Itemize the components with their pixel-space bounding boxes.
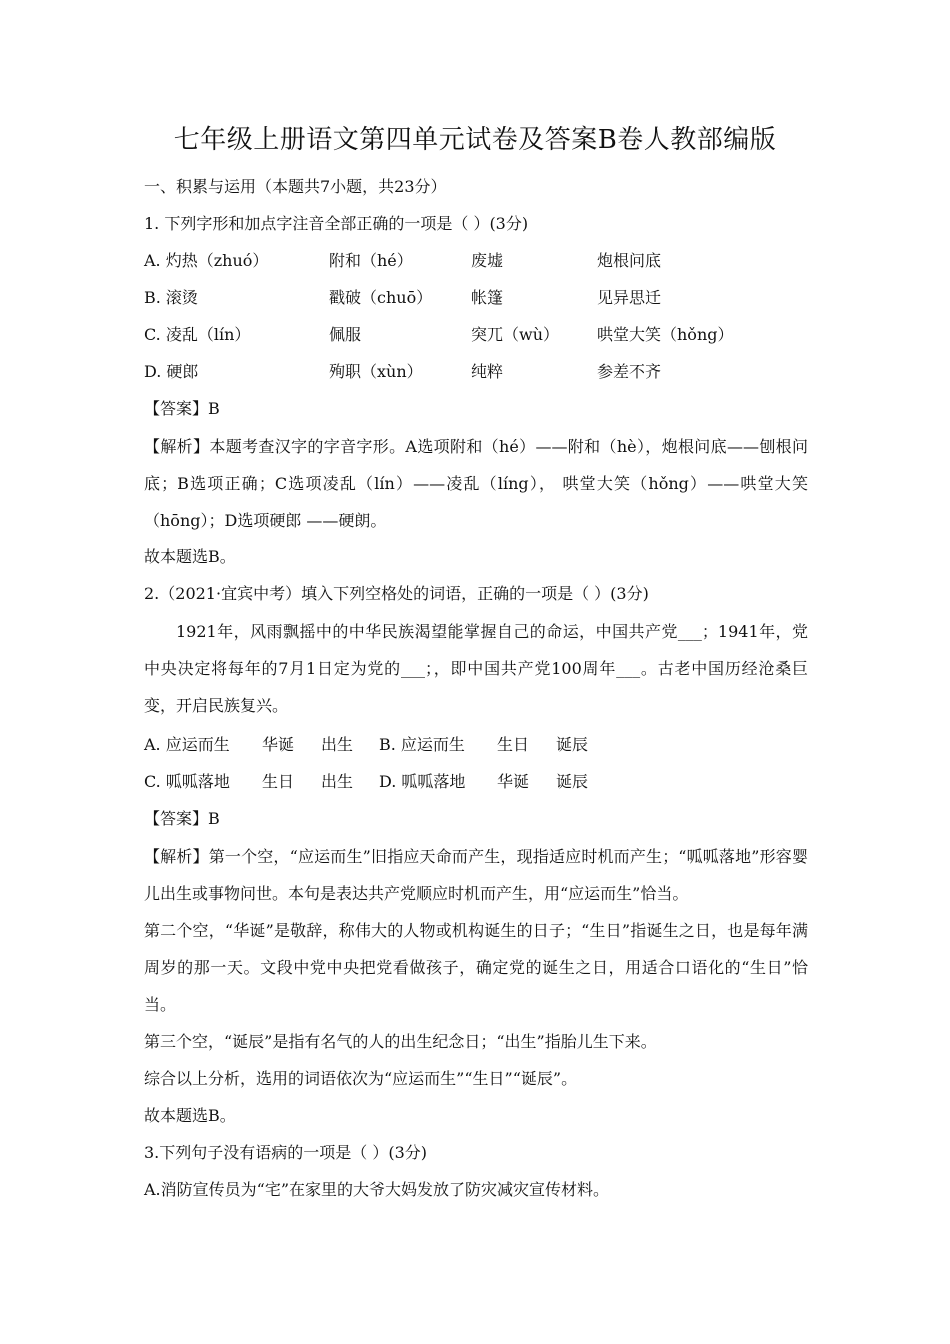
option-cell: B. 滚烫	[144, 288, 198, 307]
section-heading: 一、积累与运用（本题共7小题，共23分）	[144, 177, 447, 196]
question-3-option-a: A.消防宣传员为“宅”在家里的大爷大妈发放了防灾减灾宣传材料。	[144, 1180, 610, 1199]
option-cell: D. 硬郎	[144, 362, 199, 381]
question-1-stem: 1. 下列字形和加点字注音全部正确的一项是（ ）(3分)	[144, 214, 529, 233]
option-cell: 佩服	[329, 325, 362, 344]
question-1-option-b	[144, 286, 816, 310]
question-2-analysis-1: 【解析】第一个空，“应运而生”旧指应天命而产生，现指适应时机而产生；“呱呱落地”形容婴儿出生或事物问世。本句是表达共产党顺应时机而产生，用“应运而生”恰当。	[144, 847, 808, 903]
question-1-option-a	[144, 249, 816, 273]
option-cell: 出生	[321, 772, 354, 791]
question-3-stem: 3.下列句子没有语病的一项是（ ）(3分)	[144, 1143, 428, 1162]
option-cell: B. 应运而生	[379, 735, 465, 754]
question-2-options-cd	[144, 770, 816, 794]
option-cell: 废墟	[471, 251, 504, 270]
question-1-option-d	[144, 360, 816, 384]
option-cell: 华诞	[262, 735, 295, 754]
question-2-analysis-3: 第三个空，“诞辰”是指有名气的人的出生纪念日；“出生”指胎儿生下来。	[144, 1032, 657, 1051]
question-2-options-ab	[144, 733, 816, 757]
question-1-conclusion: 故本题选B。	[144, 547, 236, 566]
option-cell: A. 灼热（zhuó）	[144, 251, 269, 270]
option-cell: 诞辰	[556, 735, 589, 754]
option-cell: A. 应运而生	[144, 735, 230, 754]
option-cell: 见异思迁	[597, 288, 662, 307]
option-cell: 生日	[497, 735, 530, 754]
question-2-stem: 2.（2021·宜宾中考）填入下列空格处的词语，正确的一项是（ ）(3分)	[144, 584, 649, 603]
option-cell: C. 呱呱落地	[144, 772, 230, 791]
question-1-option-c	[144, 323, 816, 347]
question-2-analysis-2: 第二个空，“华诞”是敬辞，称伟大的人物或机构诞生的日子；“生日”指诞生之日，也是每年满周岁的那一天。文段中党中央把党看做孩子，确定党的诞生之日，用适合口语化的“生日”恰当。	[144, 921, 808, 1014]
question-2-answer: 【答案】B	[144, 809, 220, 828]
question-1-answer: 【答案】B	[144, 399, 220, 418]
option-cell: 参差不齐	[597, 362, 662, 381]
option-cell: D. 呱呱落地	[379, 772, 466, 791]
option-cell: 突兀（wù）	[471, 325, 560, 344]
question-2-conclusion: 故本题选B。	[144, 1106, 236, 1125]
option-cell: 帐篷	[471, 288, 504, 307]
option-cell: 戳破（chuō）	[329, 288, 433, 307]
option-cell: 附和（hé）	[329, 251, 413, 270]
option-cell: 生日	[262, 772, 295, 791]
option-cell: 出生	[321, 735, 354, 754]
question-2-analysis-4: 综合以上分析，选用的词语依次为“应运而生”“生日”“诞辰”。	[144, 1069, 578, 1088]
option-cell: 华诞	[497, 772, 530, 791]
option-cell: 哄堂大笑（hǒng）	[597, 325, 734, 344]
question-2-passage: 1921年，风雨飘摇中的中华民族渴望能掌握自己的命运，中国共产党___；1941年，党中央决定将每年的7月1日定为党的___；，即中国共产党100周年___。古老中国历经沧桑巨变，开启民族复兴。	[144, 622, 808, 715]
option-cell: 纯粹	[471, 362, 504, 381]
option-cell: 殉职（xùn）	[329, 362, 423, 381]
document-title: 七年级上册语文第四单元试卷及答案B卷人教部编版	[173, 125, 777, 155]
option-cell: C. 凌乱（lín）	[144, 325, 251, 344]
option-cell: 炮根问底	[597, 251, 662, 270]
question-1-analysis: 【解析】本题考查汉字的字音字形。A选项附和（hé）——附和（hè），炮根问底——刨根问底；B选项正确；C选项凌乱（lín）——凌乱（líng）， 哄堂大笑（hǒng）——哄堂大笑（hōng）；D选项硬郎 ——硬朗。	[144, 437, 808, 530]
option-cell: 诞辰	[556, 772, 589, 791]
